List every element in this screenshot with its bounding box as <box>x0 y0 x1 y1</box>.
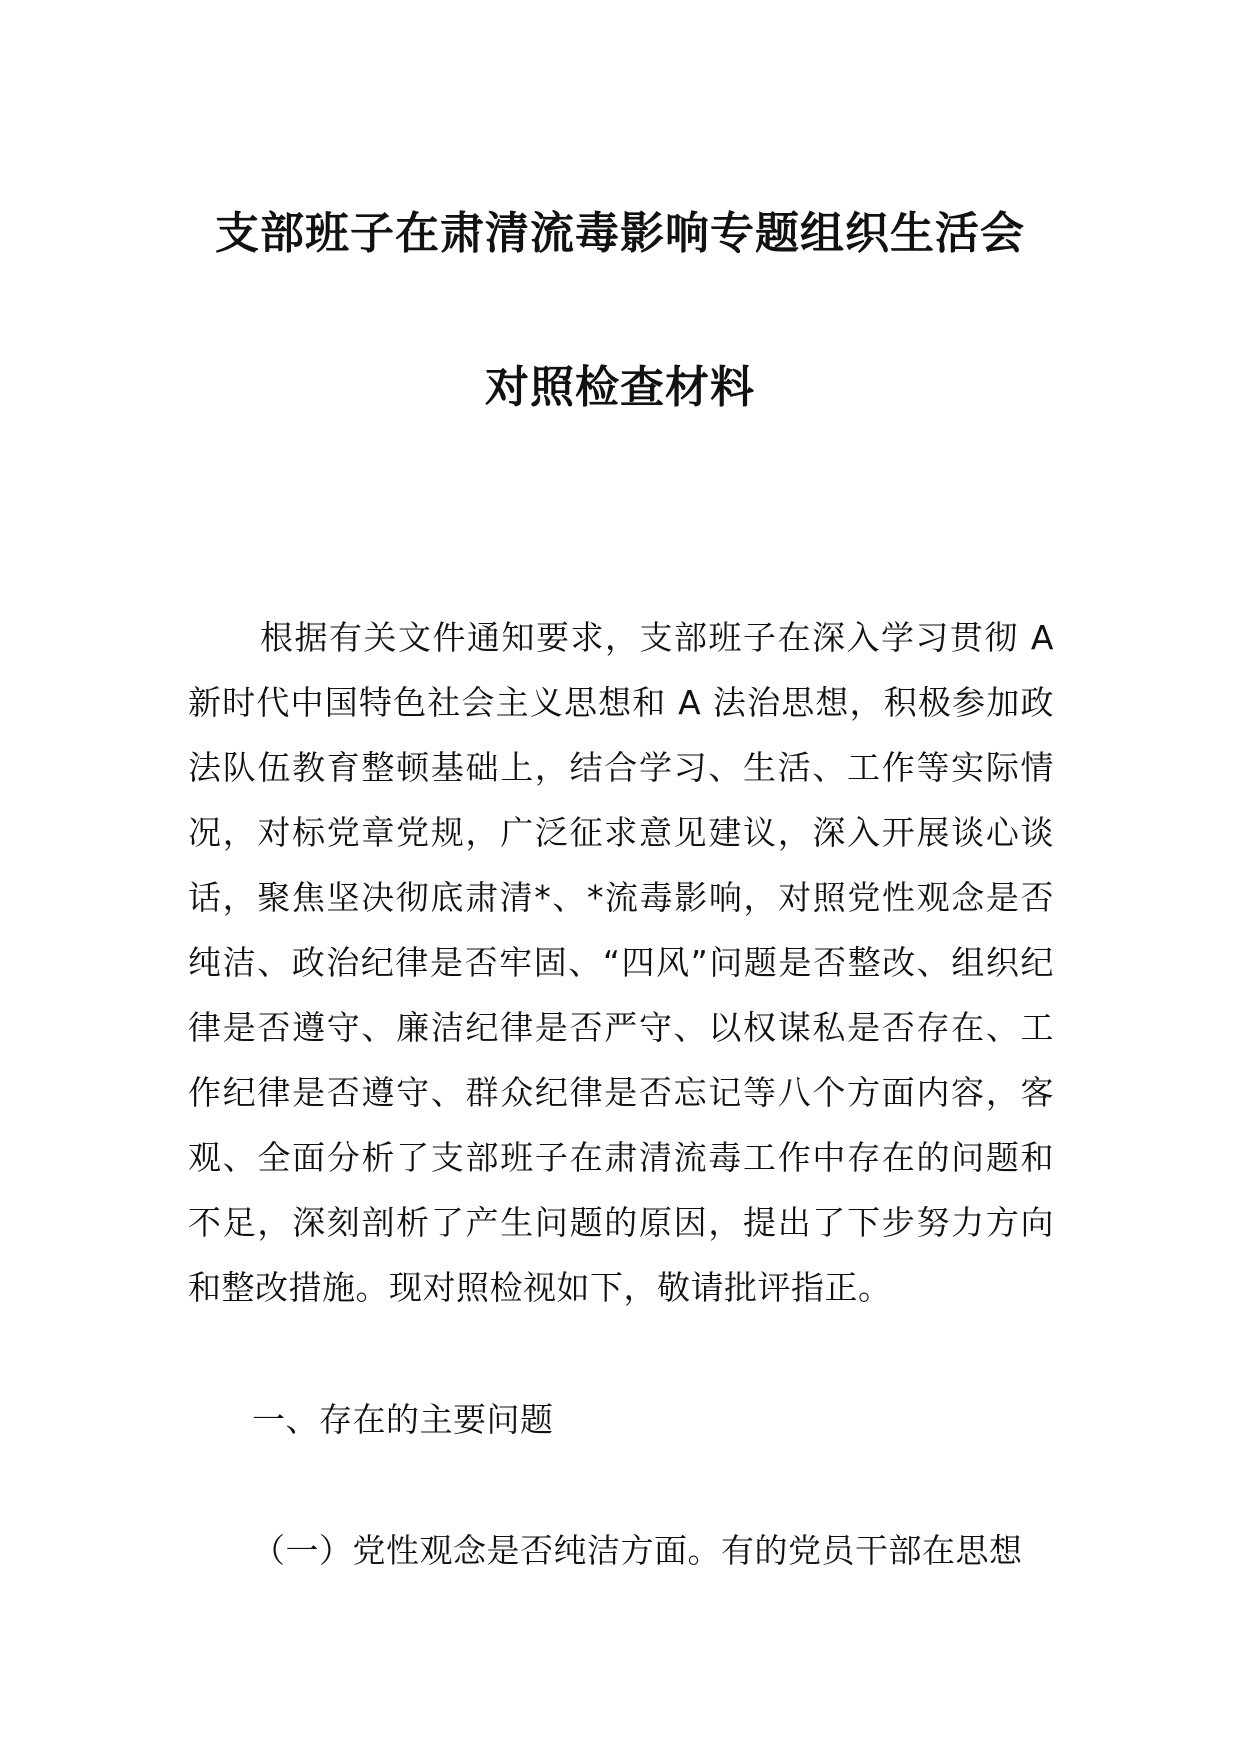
intro-paragraph: 根据有关文件通知要求，支部班子在深入学习贯彻 A 新时代中国特色社会主义思想和 A 法治思想，积极参加政法队伍教育整顿基础上，结合学习、生活、工作等实际情况，对标党章党规，广泛征求意见建议，深入开展谈心谈话，聚焦坚决彻底肃清*、*流毒影响，对照党性观念是否纯洁、政治纪律是否牢固、“四风”问题是否整改、组织纪律是否遵守、廉洁纪律是否严守、以权谋私是否存在、工作纪律是否遵守、群众纪律是否忘记等八个方面内容，客观、全面分析了支部班子在肃清流毒工作中存在的问题和不足，深刻剖析了产生问题的原因，提出了下步努力方向和整改措施。现对照检视如下，敬请批评指正。 <box>188 618 1054 1307</box>
document-title-line-1: 支部班子在肃清流毒影响专题组织生活会 <box>215 208 1025 259</box>
document-title-line-2: 对照检查材料 <box>485 362 755 413</box>
section-heading: 一、存在的主要问题 <box>252 1400 554 1439</box>
subsection-paragraph: （一）党性观念是否纯洁方面。有的党员干部在思想 <box>252 1531 1023 1570</box>
